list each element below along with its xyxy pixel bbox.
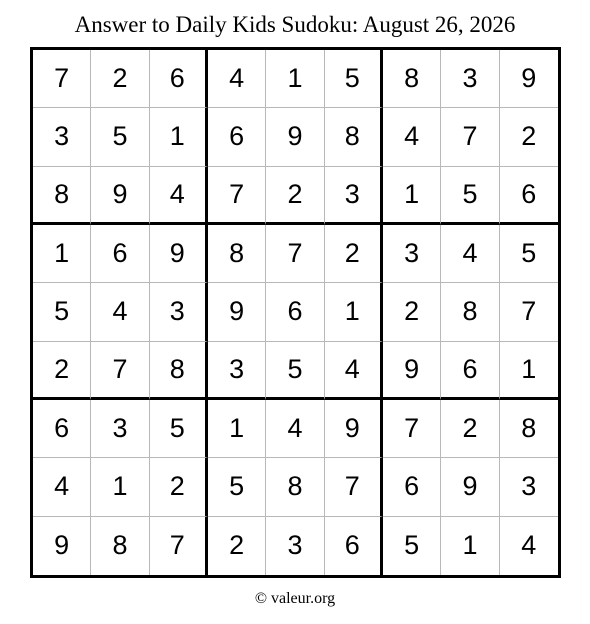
sudoku-cell: 4 [150,167,208,225]
sudoku-cell: 2 [500,108,558,166]
sudoku-cell: 6 [325,517,383,575]
sudoku-cell: 7 [91,342,149,400]
sudoku-cell: 7 [150,517,208,575]
sudoku-cell: 6 [150,50,208,108]
sudoku-cell: 1 [91,458,149,516]
sudoku-cell: 3 [150,283,208,341]
sudoku-cell: 5 [325,50,383,108]
sudoku-cell: 2 [150,458,208,516]
sudoku-cell: 7 [325,458,383,516]
sudoku-cell: 7 [383,400,441,458]
sudoku-cell: 6 [33,400,91,458]
sudoku-cell: 9 [208,283,266,341]
sudoku-cell: 8 [325,108,383,166]
sudoku-cell: 3 [208,342,266,400]
sudoku-cell: 1 [441,517,499,575]
sudoku-cell: 6 [266,283,324,341]
sudoku-cell: 4 [33,458,91,516]
sudoku-cell: 3 [441,50,499,108]
sudoku-cell: 2 [383,283,441,341]
sudoku-cell: 3 [33,108,91,166]
sudoku-cell: 3 [325,167,383,225]
sudoku-cell: 7 [441,108,499,166]
sudoku-cell: 3 [91,400,149,458]
sudoku-cell: 5 [208,458,266,516]
sudoku-cell: 7 [266,225,324,283]
sudoku-cell: 4 [91,283,149,341]
sudoku-cell: 9 [266,108,324,166]
copyright-footer: © valeur.org [254,590,336,607]
sudoku-cell: 5 [441,167,499,225]
sudoku-cell: 9 [33,517,91,575]
sudoku-cell: 8 [266,458,324,516]
sudoku-cell: 8 [500,400,558,458]
sudoku-cell: 7 [33,50,91,108]
sudoku-cell: 1 [500,342,558,400]
sudoku-cell: 1 [208,400,266,458]
sudoku-cell: 4 [325,342,383,400]
sudoku-board [30,47,561,578]
sudoku-cell: 6 [441,342,499,400]
sudoku-cell: 2 [441,400,499,458]
sudoku-cell: 1 [150,108,208,166]
page-title: Answer to Daily Kids Sudoku: August 26, 2026 [74,12,516,37]
sudoku-cell: 9 [325,400,383,458]
sudoku-cell: 6 [383,458,441,516]
sudoku-cell: 3 [383,225,441,283]
sudoku-cell: 3 [266,517,324,575]
sudoku-cell: 9 [91,167,149,225]
sudoku-cell: 2 [208,517,266,575]
sudoku-cell: 8 [150,342,208,400]
sudoku-cell: 2 [33,342,91,400]
sudoku-cell: 9 [441,458,499,516]
sudoku-cell: 4 [266,400,324,458]
sudoku-cell: 5 [33,283,91,341]
sudoku-cell: 1 [33,225,91,283]
sudoku-cell: 2 [325,225,383,283]
sudoku-cell: 1 [325,283,383,341]
sudoku-cell: 7 [500,283,558,341]
sudoku-cell: 8 [383,50,441,108]
sudoku-cell: 6 [91,225,149,283]
sudoku-cell: 9 [383,342,441,400]
sudoku-cell: 5 [383,517,441,575]
sudoku-cell: 8 [208,225,266,283]
sudoku-cell: 8 [33,167,91,225]
sudoku-cell: 9 [500,50,558,108]
sudoku-cell: 7 [208,167,266,225]
sudoku-cell: 5 [150,400,208,458]
sudoku-cell: 5 [91,108,149,166]
sudoku-cell: 1 [383,167,441,225]
sudoku-cell: 8 [441,283,499,341]
sudoku-cell: 2 [266,167,324,225]
sudoku-cell: 5 [500,225,558,283]
sudoku-cell: 6 [500,167,558,225]
sudoku-cell: 5 [266,342,324,400]
sudoku-cell: 4 [383,108,441,166]
sudoku-cell: 2 [91,50,149,108]
sudoku-cell: 4 [208,50,266,108]
sudoku-cell: 4 [441,225,499,283]
sudoku-cell: 1 [266,50,324,108]
sudoku-cell: 3 [500,458,558,516]
sudoku-cell: 9 [150,225,208,283]
sudoku-cell: 4 [521,530,537,561]
sudoku-cell: 6 [208,108,266,166]
sudoku-cell: 8 [91,517,149,575]
